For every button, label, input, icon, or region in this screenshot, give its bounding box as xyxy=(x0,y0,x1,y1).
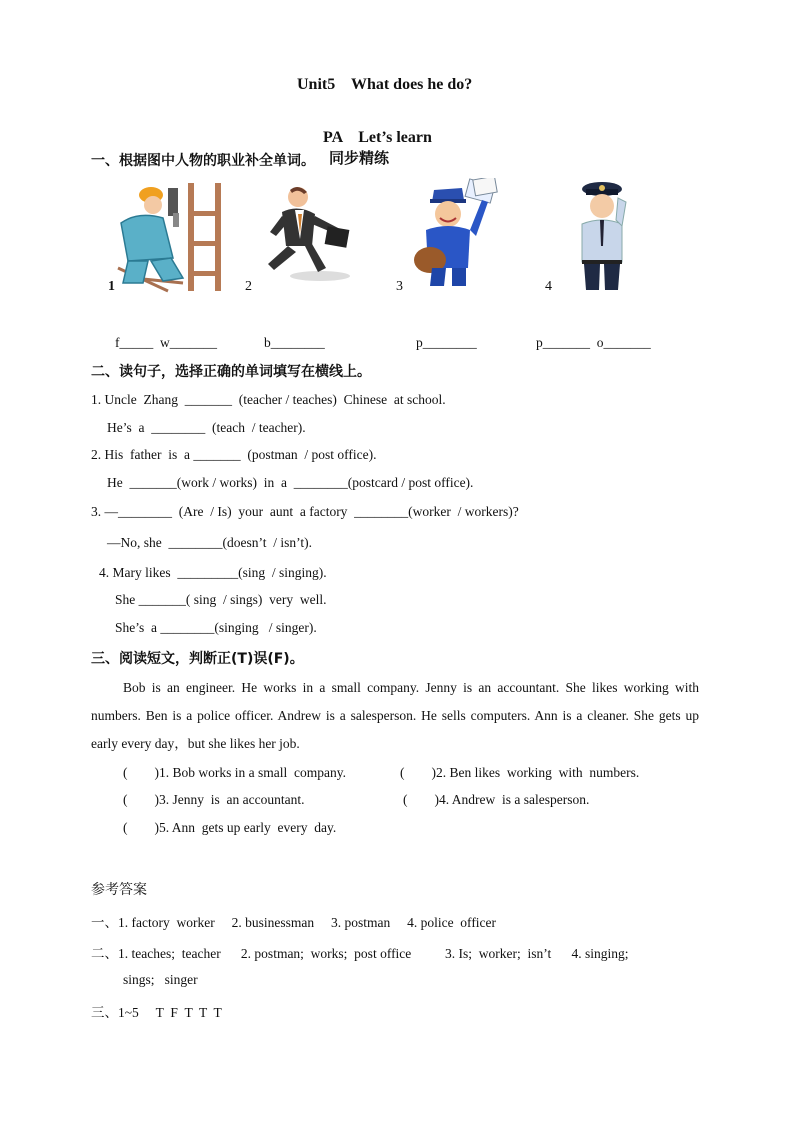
blank-1[interactable]: f_____ w_______ xyxy=(115,335,217,350)
question-line: 2. His father is a _______ (postman / post office). xyxy=(91,447,377,462)
postman-icon xyxy=(412,178,502,290)
blank-3[interactable]: p________ xyxy=(416,335,477,350)
question-line: —No, she ________(doesn’t / isn’t). xyxy=(107,535,312,550)
blank-2[interactable]: b________ xyxy=(264,335,325,350)
page-subtitle xyxy=(315,111,432,168)
answer-line: 二、1. teaches; teacher 2. postman; works; post office 3. Is; worker; isn’t 4. singing; xyxy=(91,946,629,961)
answer-line: 一、1. factory worker 2. businessman 3. postman 4. police officer xyxy=(91,915,497,930)
tf-item[interactable]: ( )5. Ann gets up early every day. xyxy=(123,820,337,835)
section1-heading: 一、根据图中人物的职业补全单词。 xyxy=(91,153,315,169)
question-line: 1. Uncle Zhang _______ (teacher / teaches) Chinese at school. xyxy=(91,392,446,407)
question-line: He’s a ________ (teach / teacher). xyxy=(107,420,306,435)
factory-worker-icon xyxy=(113,183,223,293)
subtitle-en: PA Let’s learn xyxy=(323,129,432,146)
section3-heading: 三、阅读短文，判断正(T)误(F)。 xyxy=(91,651,304,667)
picture-number: 4 xyxy=(545,279,552,294)
tf-item[interactable]: ( )2. Ben likes working with numbers. xyxy=(400,765,640,780)
tf-item[interactable]: ( )4. Andrew is a salesperson. xyxy=(403,792,590,807)
police-officer-icon xyxy=(574,180,630,292)
businessman-icon xyxy=(260,184,355,284)
question-line: He _______(work / works) in a ________(postcard / post office). xyxy=(107,475,474,490)
picture-number: 1 xyxy=(108,279,115,294)
picture-number: 3 xyxy=(396,279,403,294)
page-title: Unit5 What does he do? xyxy=(297,76,473,93)
tf-item[interactable]: ( )3. Jenny is an accountant. xyxy=(123,792,305,807)
answers-heading: 参考答案 xyxy=(91,882,147,898)
question-line: She’s a ________(singing / singer). xyxy=(115,620,317,635)
question-line: 4. Mary likes _________(sing / singing). xyxy=(99,565,327,580)
answer-line: sings; singer xyxy=(123,972,198,987)
question-line: She _______( sing / sings) very well. xyxy=(115,592,327,607)
picture-number: 2 xyxy=(245,279,252,294)
question-line: 3. —________ (Are / Is) your aunt a factory ________(worker / workers)? xyxy=(91,504,519,519)
blank-4[interactable]: p_______ o_______ xyxy=(536,335,651,350)
reading-passage: Bob is an engineer. He works in a small company. Jenny is an accountant. She likes working with numbers. Ben is a police officer. Andrew is a salesperson. He sells computers. Ann is a cleaner. She gets up early every day，but she likes her job. xyxy=(91,680,699,751)
tf-item[interactable]: ( )1. Bob works in a small company. xyxy=(123,765,346,780)
subtitle-cn: 同步精练 xyxy=(329,149,390,167)
answer-line: 三、1~5 T F T T T xyxy=(91,1005,222,1020)
section2-heading: 二、读句子，选择正确的单词填写在横线上。 xyxy=(91,364,371,380)
